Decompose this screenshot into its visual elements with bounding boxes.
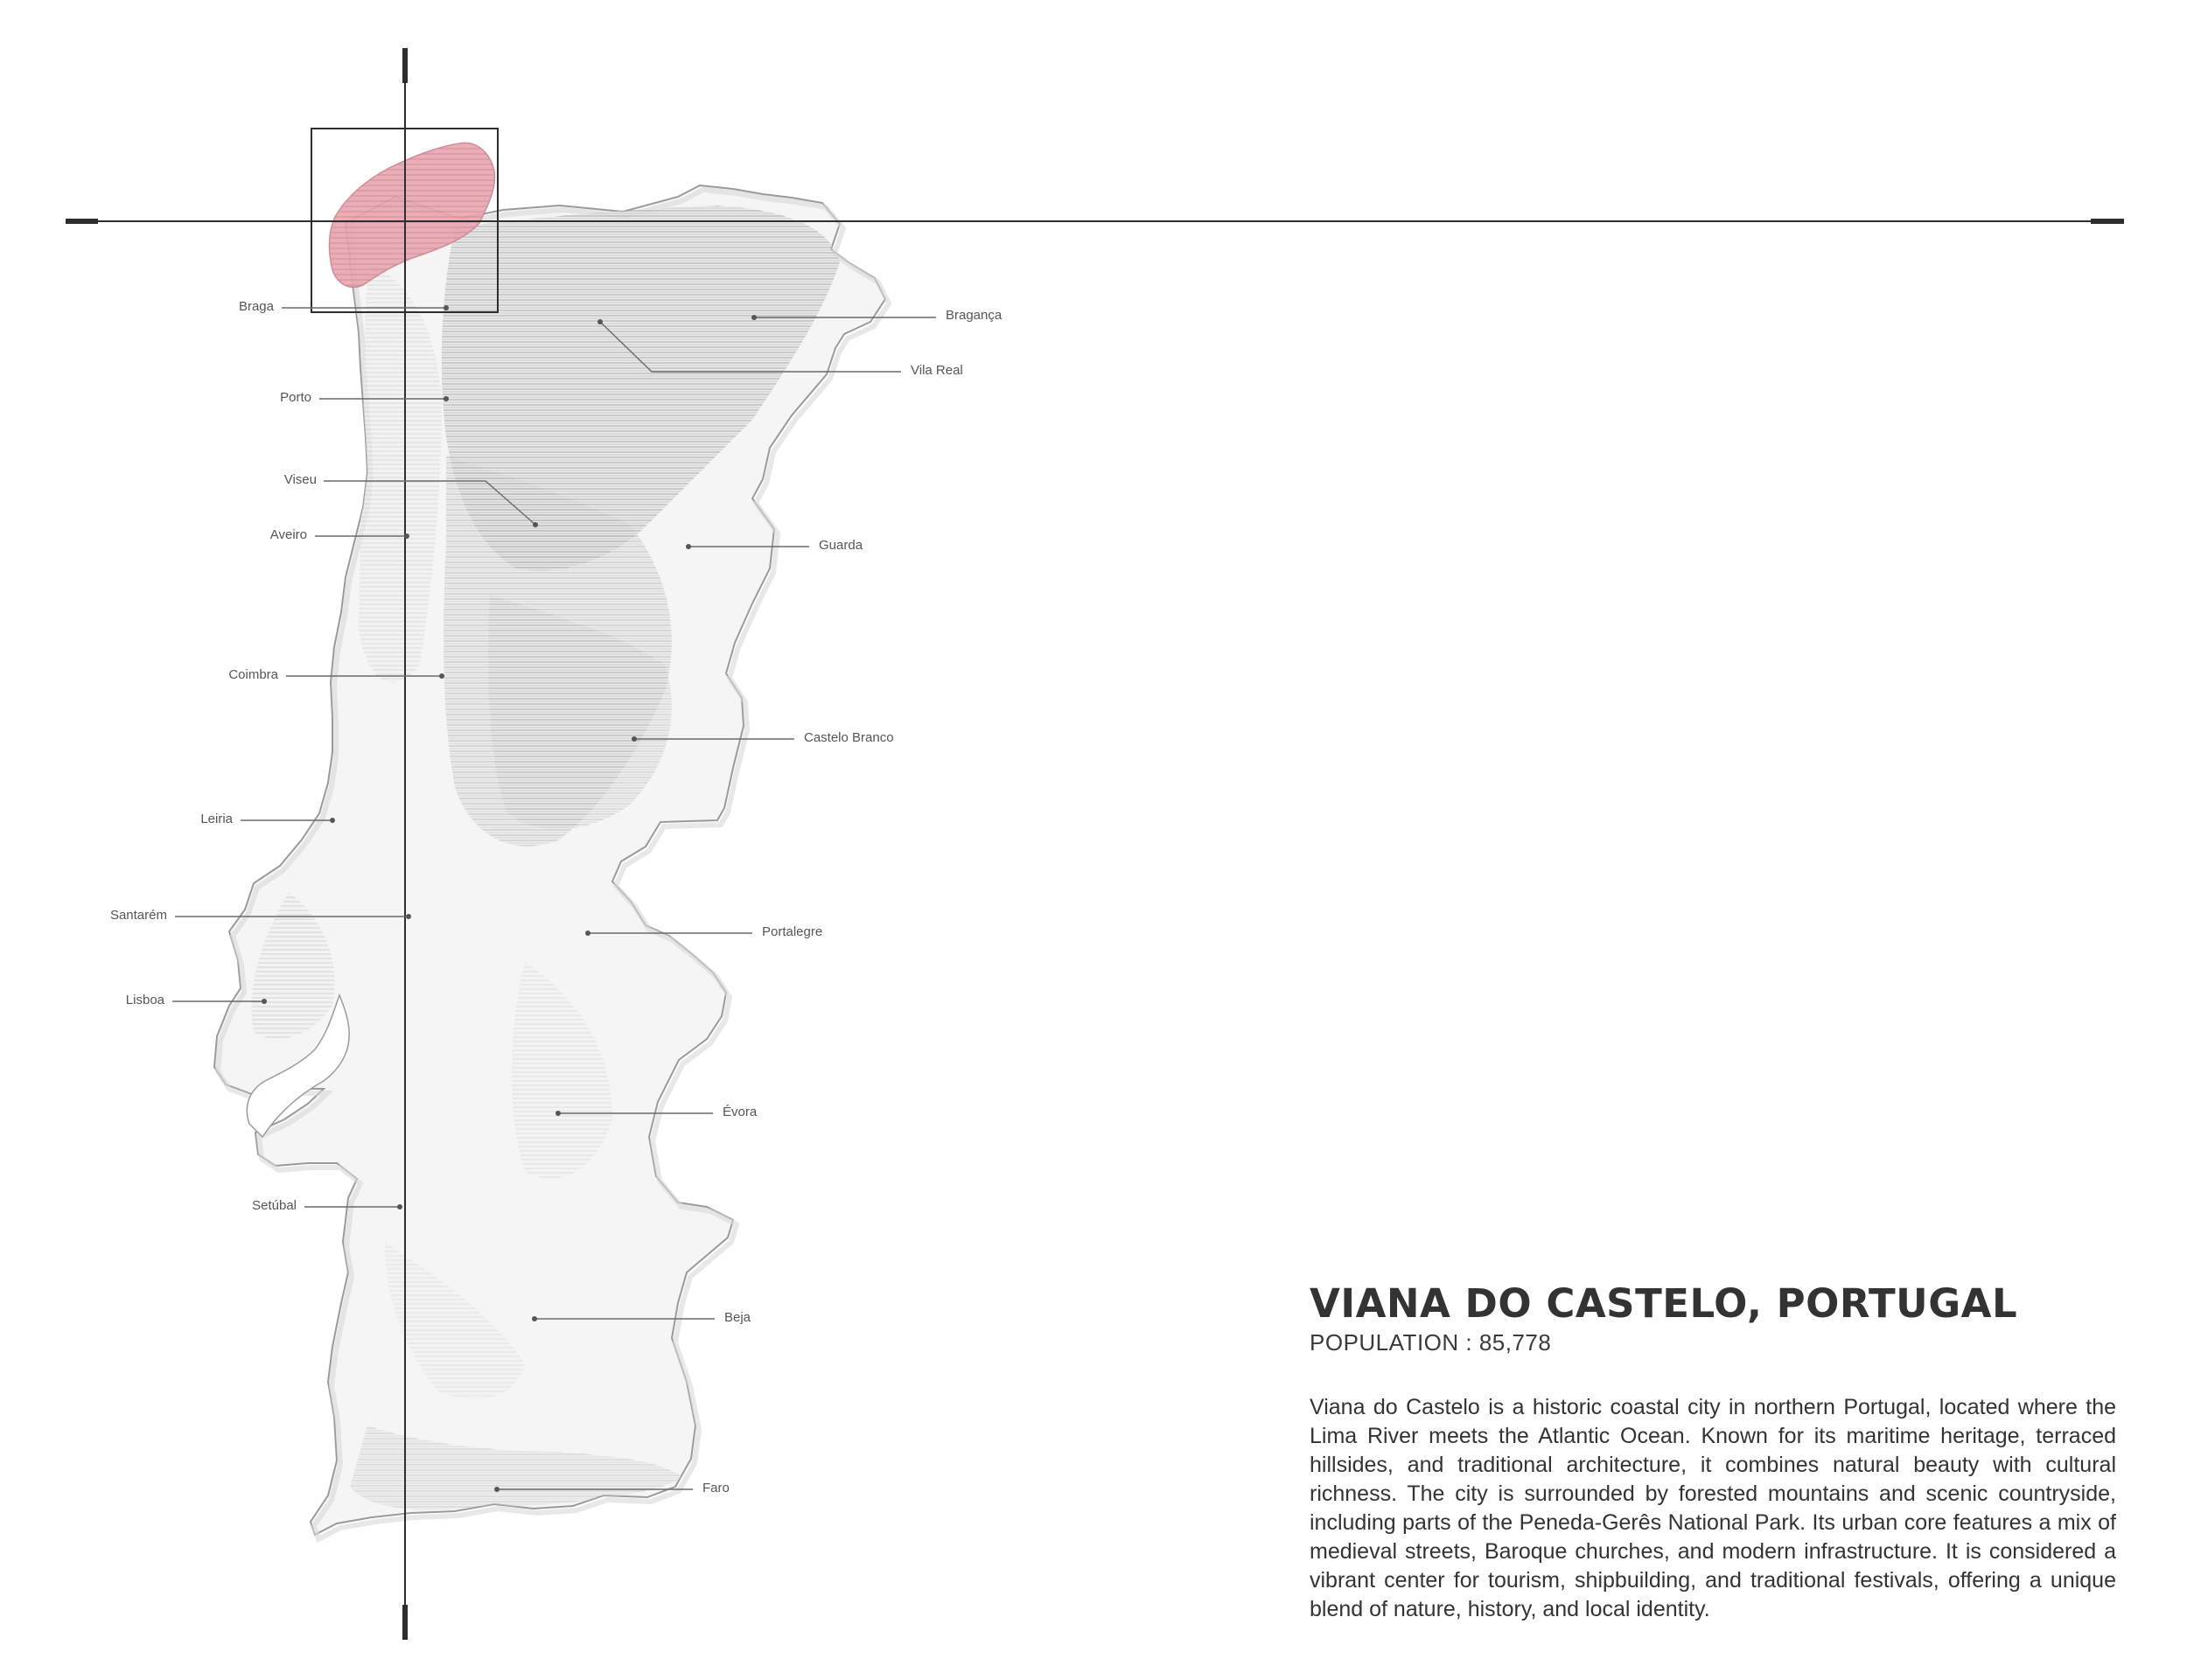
city-label-viseu: Viseu xyxy=(283,472,317,487)
info-panel xyxy=(1310,1282,2116,1624)
city-label-portalegre: Portalegre xyxy=(762,924,823,939)
city-label-porto: Porto xyxy=(280,390,311,405)
city-label-castelo-branco: Castelo Branco xyxy=(804,730,894,745)
city-label-evora: Évora xyxy=(723,1105,758,1119)
page-title: VIANA DO CASTELO, PORTUGAL xyxy=(1310,1280,2018,1327)
city-label-setubal: Setúbal xyxy=(252,1198,297,1213)
city-label-braga: Braga xyxy=(238,299,274,314)
population-label: POPULATION : 85,778 xyxy=(1310,1329,1552,1356)
city-label-leiria: Leiria xyxy=(200,812,233,826)
city-label-braganca: Bragança xyxy=(946,308,1003,323)
city-label-vila-real: Vila Real xyxy=(911,363,963,378)
city-label-santarem: Santarém xyxy=(109,908,167,923)
city-label-coimbra: Coimbra xyxy=(228,667,278,682)
city-label-aveiro: Aveiro xyxy=(269,527,307,542)
city-label-lisboa: Lisboa xyxy=(125,993,164,1007)
city-label-faro: Faro xyxy=(702,1481,730,1495)
city-label-beja: Beja xyxy=(724,1310,751,1325)
city-label-guarda: Guarda xyxy=(819,538,863,553)
description-text: Viana do Castelo is a historic coastal city in northern Portugal, located where the Lima River meets the Atlantic Ocean. Known for its maritime heritage, terraced hillsides, and traditional architecture, it combines natural beauty with cultural richness. The city is surrounded by forested mountains and scenic countryside, including parts of the Peneda-Gerês National Park. Its urban core features a mix of medieval streets, Baroque churches, and modern infrastructure. It is considered a vibrant center for tourism, shipbuilding, and traditional festivals, offering a unique blend of nature, history, and local identity. xyxy=(1310,1395,2116,1621)
